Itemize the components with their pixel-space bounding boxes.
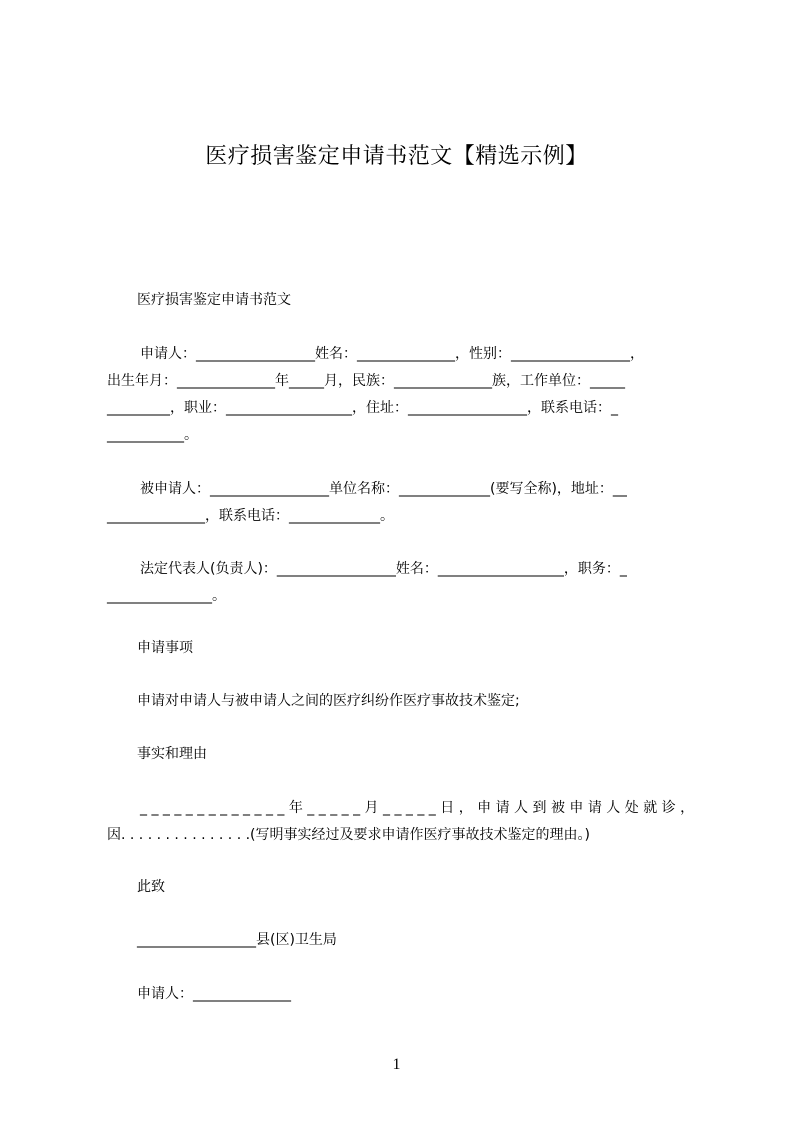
closing-text: 此致: [137, 879, 165, 895]
respondent-line-1: 被申请人：_________________单位名称：_____________(要写全称)，地址：__: [140, 481, 627, 497]
legal-rep-line-2: _______________。: [107, 588, 226, 604]
signature-line: 申请人：______________: [137, 986, 291, 1002]
facts-line-2: 因. . . . . . . . . . . . . . .(写明事实经过及要求申请作医疗事故技术鉴定的理由。): [107, 827, 590, 843]
document-heading: 医疗损害鉴定申请书范文: [137, 292, 291, 308]
document-title: 医疗损害鉴定申请书范文【精选示例】: [205, 144, 588, 169]
facts-line-1: _ _ _ _ _ _ _ _ _ _ _ _ _ 年 _ _ _ _ _ 月 _ _ _ _ _ 日 ， 申 请 人 到 被 申 请 人 处 就 诊 ，: [140, 800, 695, 816]
recipient-line: _________________县(区)卫生局: [137, 932, 337, 948]
page-number: 1: [392, 1056, 401, 1073]
facts-heading: 事实和理由: [137, 746, 207, 762]
applicant-line-2: 出生年月：______________年_____月，民族：______________族，工作单位：_____: [107, 373, 625, 389]
matters-heading: 申请事项: [137, 640, 193, 656]
applicant-line-4: ___________。: [107, 427, 198, 443]
respondent-line-2: ______________，联系电话：_____________。: [107, 508, 394, 524]
legal-rep-line-1: 法定代表人(负责人)：_________________姓名：__________________，职务：_: [140, 561, 627, 577]
matters-text: 申请对申请人与被申请人之间的医疗纠纷作医疗事故技术鉴定;: [137, 693, 520, 709]
applicant-line-1: 申请人：_________________姓名：______________，性别：_________________，: [140, 346, 644, 362]
applicant-line-3: _________，职业：__________________，住址：_________________，联系电话：_: [107, 400, 618, 416]
